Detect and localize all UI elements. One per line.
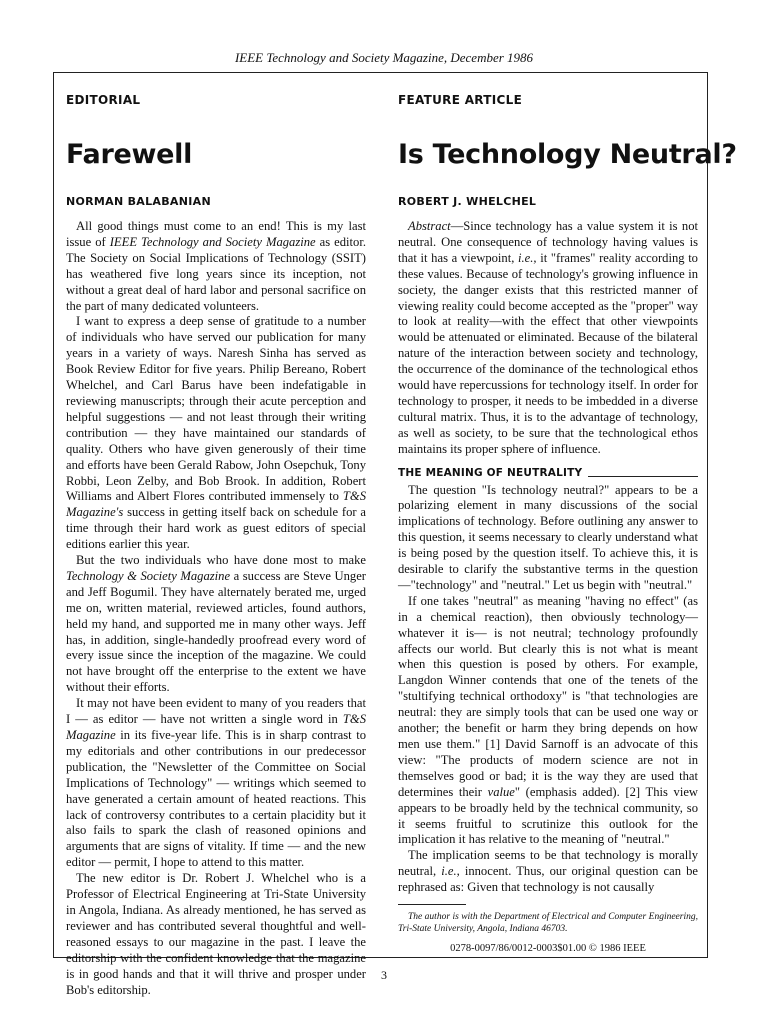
author-footnote: The author is with the Department of Electrical and Computer Engineering, Tri-State University, Angola, Indiana 46703. [398,912,698,935]
editorial-section-label: EDITORIAL [66,93,141,107]
editorial-paragraph-3: But the two individuals who have done most to make Technology & Society Magazine a success are Steve Unger and Jeff Bogumil. They have alternately berated me, urged me on, written material, reviewed articles, found authors, held my hand, and supported me in many other ways. Jeff has, in addition, single-handedly proofread every word of every issue since the inception of the magazine. We could not have brought off the enterprise to the extent we have without their efforts. [66,553,366,695]
editorial-paragraph-4: It may not have been evident to many of you readers that I — as editor — have not written a single word in T&S Magazine in its five-year life. This is in sharp contrast to my editorials and other contributions in our predecessor publication, the "Newsletter of the Committee on Social Implications of Technology" — writings which seemed to have generated a certain amount of heated reactions. This lack of controversy contributes to a certain placidity but it also fails to spark the clash of reasoned opinions and arguments that are signs of vitality. If time — and the new editor — permit, I hope to attend to this matter. [66,696,366,870]
subhead-rule [588,476,698,477]
editorial-body [66,219,366,998]
footnote-rule [398,904,466,905]
feature-section-label: FEATURE ARTICLE [398,93,523,107]
running-head: IEEE Technology and Society Magazine, December 1986 [234,50,534,65]
feature-abstract: Abstract—Since technology has a value system it is not neutral. One consequence of technology having values is that it has a viewpoint, i.e., it "frames" reality according to these values. Because of technology's growing influence in society, the danger exists that this restricted manner of viewing reality could become accepted as the "proper" way to look at reality—with the effect that other viewpoints would be attenuated or eliminated. Because of the bilateral nature of the interaction between society and technology, the occurrence of the dominance of the technological ethos would have repercussions for technology itself. In order for technology to prosper, it needs to be imbedded in a diverse cultural matrix. Thus, it is to the advantage of technology, as well as society, to be sure that the technological ethos maintains its proper sphere of influence. [398,219,698,456]
feature-paragraph-2: If one takes "neutral" as meaning "having no effect" (as in a chemical reaction), then obviously technology—whatever it is— is not neutral; technology profoundly affects our world. But clearly this is not what is meant when this question is posed by others. For example, Langdon Winner contends that one of the tenets of the "stultifying technical orthodoxy" is "that technologies are neutral: they are simply tools that can be used one way or another; the benefit or harm they bring depends on how men use them." [1] David Sarnoff is an advocate of this view: "The products of modern science are not in themselves good or bad; it is the way they are used that determines their value" (emphasis added). [2] This view appears to be broadly held by the technical community, so it seems fruitful to scrutinize this outlook for the implication it has relative to the meaning of "neutral." [398,593,698,847]
feature-body [398,219,698,957]
feature-title: Is Technology Neutral? [398,139,737,170]
feature-subhead: THE MEANING OF NEUTRALITY [398,466,698,482]
editorial-paragraph-5: The new editor is Dr. Robert J. Whelchel who is a Professor of Electrical Engineering at Tri-State University in Angola, Indiana. As already mentioned, he has served as reviewer and has contributed several thoughtful and well-reasoned essays to our magazine in the past. I leave the editorship with the confident knowledge that the magazine is in good hands and that it will thrive and prosper under Bob's editorship. [66,871,366,997]
editorial-paragraph-2: I want to express a deep sense of gratitude to a number of individuals who have served our publication for many years in a variety of ways. Naresh Sinha has served as Book Review Editor for five years. Philip Bereano, Robert Whelchel, and Carl Barus have been indefatigable in reviewing manuscripts; through their acute perception and helpful suggestions — and not least through their writing contribution — they have maintained our standards of quality. Others who have given generously of their time and efforts have been Gerald Rabow, John Osepchuk, Tony Robbi, Leon Zelby, and Bob Brook. In addition, Robert Williams and Albert Flores contributed immensely to T&S Magazine's success in getting itself back on schedule for a time through their hard work as guest editors of special editions earlier this year. [66,314,366,552]
editorial-paragraph-1: All good things must come to an end! This is my last issue of IEEE Technology and Society Magazine as editor. The Society on Social Implications of Technology (SSIT) has weathered five long years since its inception, not without a great deal of hard labor and personal sacrifice on the part of many dedicated volunteers. [66,219,366,313]
feature-paragraph-1: The question "Is technology neutral?" appears to be a polarizing element in many discussions of the social implications of technology. Before outlining any answer to this question, it seems necessary to clearly understand what is being posed by the question itself. To achieve this, it is desirable to clarify the substantive terms in the question—"technology" and "neutral." Let us begin with "neutral." [398,482,698,592]
editorial-title: Farewell [66,139,193,170]
article-frame [53,72,737,997]
feature-author: ROBERT J. WHELCHEL [398,195,537,208]
copyright-line: 0278-0097/86/0012-0003$01.00 © 1986 IEEE [450,943,646,955]
page-number: 3 [381,968,387,982]
editorial-author: NORMAN BALABANIAN [66,195,211,208]
feature-paragraph-3: The implication seems to be that technology is morally neutral, i.e., innocent. Thus, our original question can be rephrased as: Given that technology is not causally [398,848,698,895]
